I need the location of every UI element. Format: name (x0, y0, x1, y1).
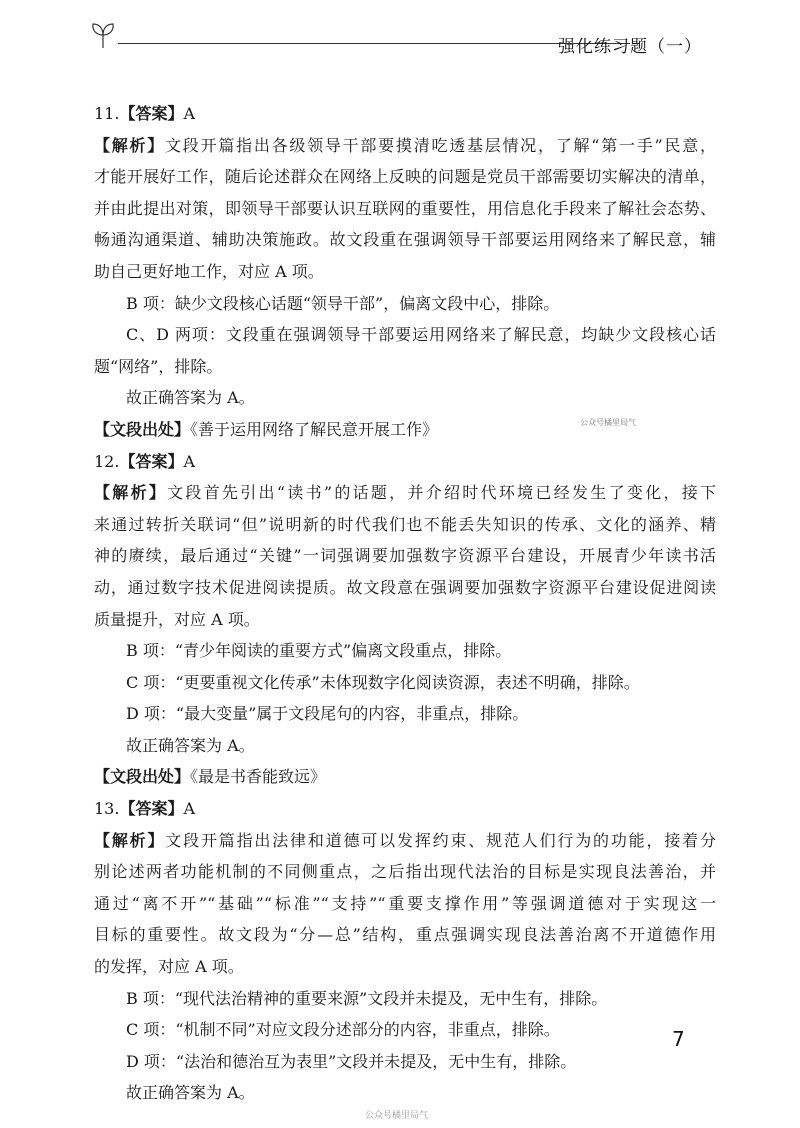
q11-source: 《善于运用网络了解民意开展工作》 (190, 419, 439, 439)
q13-conclusion: 故正确答案为 A。 (126, 1083, 255, 1103)
q13-analysis-line-4: 目标的重要性。故文段为“分—总”结构，重点强调实现良法善治离不开道德作用 (94, 925, 716, 945)
q11-answer-line (94, 98, 716, 130)
answer-content (94, 98, 716, 1109)
page-header (90, 18, 710, 58)
sprout-icon (90, 20, 116, 50)
q12-analysis-tag: 【解析】 (94, 483, 168, 503)
q12-option-c: C 项：“更要重视文化传承”未体现数字化阅读资源，表述不明确，排除。 (126, 672, 640, 692)
q13-answer: A (183, 799, 196, 819)
q12-analysis-line-3: 神的赓续，最后通过“关键”一词强调要加强数字资源平台建设，开展青少年读书活 (94, 546, 716, 566)
q11-analysis-line-4: 畅通沟通渠道、辅助决策施政。故文段重在强调领导干部要运用网络来了解民意，辅 (94, 230, 716, 250)
q11-option-cd-line-2: 题“网络”，排除。 (94, 356, 223, 376)
q12-answer-line (94, 446, 716, 478)
q11-option-cd-line-1: C、D 两项：文段重在强调领导干部要运用网络来了解民意，均缺少文段核心话 (126, 325, 716, 345)
q13-option-d: D 项：“法治和德治互为表里”文段并未提及，无中生有，排除。 (126, 1051, 577, 1071)
q13-option-b: B 项：“现代法治精神的重要来源”文段并未提及，无中生有，排除。 (126, 988, 608, 1008)
q12-answer: A (183, 451, 196, 471)
q13-number: 13. (94, 799, 120, 819)
q12-number: 12. (94, 451, 120, 471)
header-title: 强化练习题（一） (558, 37, 702, 57)
q12-analysis-line-4: 动，通过数字技术促进阅读提质。故文段意在强调要加强数字资源平台建设促进阅读 (94, 577, 716, 597)
header-rule (118, 43, 630, 44)
q13-answer-line (94, 793, 716, 825)
q11-answer-tag: 【答案】 (119, 104, 184, 123)
q11-analysis-line-1 (94, 130, 716, 162)
q13-answer-tag: 【答案】 (119, 799, 184, 819)
q13-analysis-tag: 【解析】 (94, 830, 166, 850)
q11-conclusion: 故正确答案为 A。 (126, 388, 255, 408)
q12-option-b: B 项：“青少年阅读的重要方式”偏离文段重点，排除。 (126, 641, 512, 661)
q12-source-line (94, 761, 716, 793)
q13-analysis-line-1 (94, 825, 716, 857)
q11-option-b: B 项：缺少文段核心话题“领导干部”，偏离文段中心，排除。 (126, 293, 560, 313)
q12-analysis-line-2: 来通过转折关联词“但”说明新的时代我们也不能丢失知识的传承、文化的涵养、精 (94, 514, 716, 534)
q11-answer: A (183, 104, 196, 123)
q11-number: 11. (94, 104, 120, 123)
q12-analysis-text: 文段首先引出“读书”的话题，并介绍时代环境已经发生了变化，接下 (167, 483, 716, 503)
q12-option-d: D 项：“最大变量”属于文段尾句的内容，非重点，排除。 (126, 704, 529, 724)
q11-source-tag: 【文段出处】 (94, 419, 191, 439)
q12-analysis-line-5: 质量提升，对应 A 项。 (94, 609, 260, 629)
watermark-bottom: 公众号橘里局气 (365, 1111, 429, 1121)
q13-analysis-line-3: 通过“离不开”“基础”“标准”“支持”“重要支撑作用”等强调道德对于实现这一 (94, 893, 716, 913)
q12-conclusion: 故正确答案为 A。 (126, 735, 255, 755)
watermark-middle: 公众号橘里局气 (580, 418, 636, 427)
q12-analysis-line-1 (94, 477, 716, 509)
q13-option-c: C 项：“机制不同”对应文段分述部分的内容，非重点，排除。 (126, 1020, 560, 1040)
q12-source: 《最是书香能致远》 (190, 767, 327, 787)
q11-analysis-text: 文段开篇指出各级领导干部要摸清吃透基层情况，了解“第一手”民意， (165, 135, 716, 155)
q13-analysis-text: 文段开篇指出法律和道德可以发挥约束、规范人们行为的功能，接着分 (165, 830, 716, 850)
q11-analysis-tag: 【解析】 (94, 135, 166, 155)
q12-answer-tag: 【答案】 (119, 451, 184, 471)
q13-analysis-line-2: 别论述两者功能机制的不同侧重点，之后指出现代法治的目标是实现良法善治，并 (94, 862, 716, 882)
q11-analysis-line-2: 才能开展好工作，随后论述群众在网络上反映的问题是党员干部需要切实解决的清单， (94, 167, 716, 187)
page-number: 7 (672, 1027, 685, 1051)
q11-analysis-line-5: 助自己更好地工作，对应 A 项。 (94, 261, 324, 281)
q11-analysis-line-3: 并由此提出对策，即领导干部要认识互联网的重要性，用信息化手段来了解社会态势、 (94, 198, 716, 218)
q12-source-tag: 【文段出处】 (94, 767, 191, 787)
q13-analysis-line-5: 的发挥，对应 A 项。 (94, 957, 244, 977)
